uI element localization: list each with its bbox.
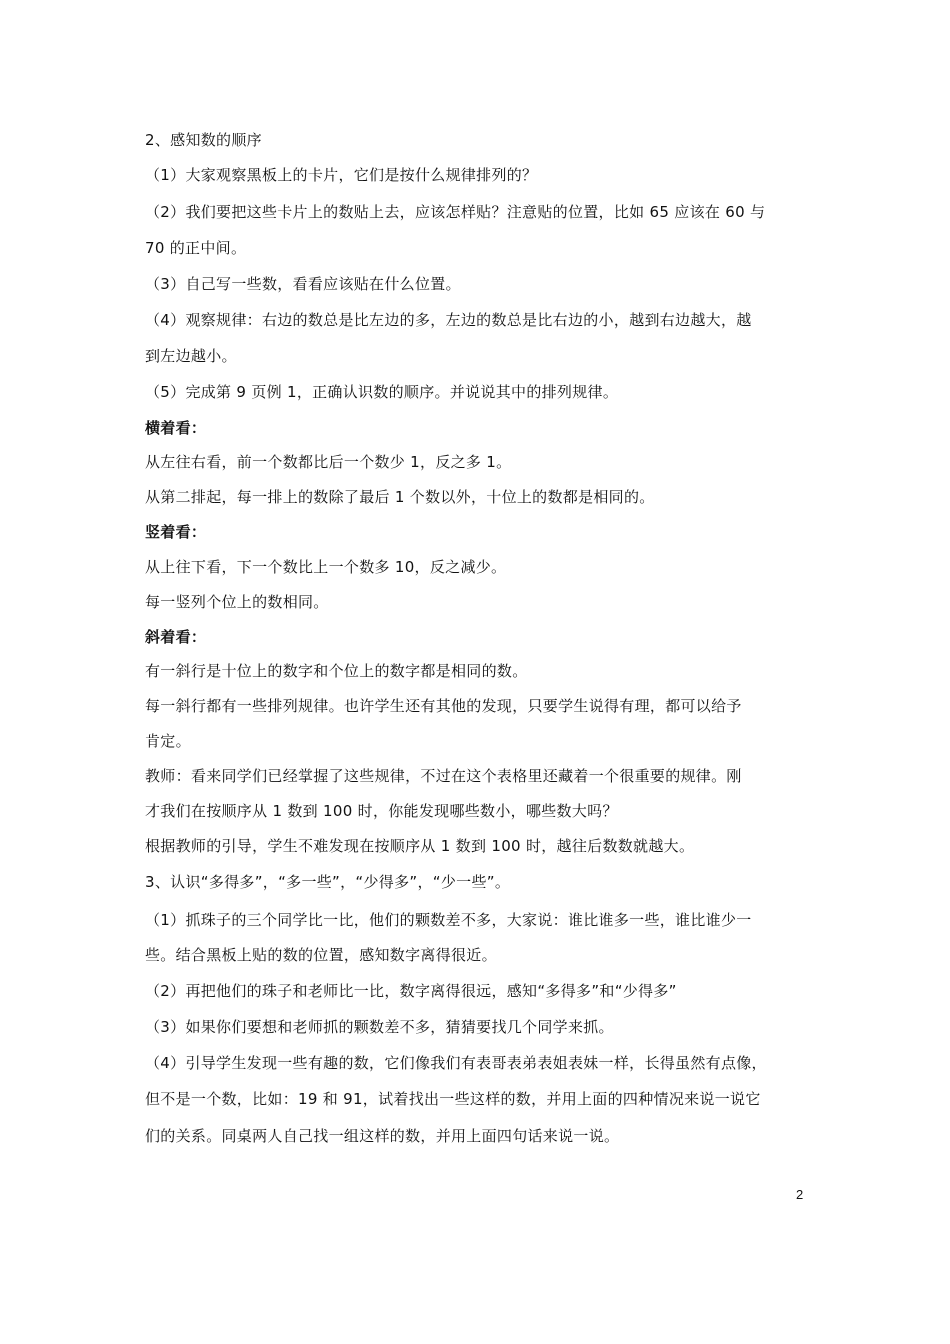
paragraph-line: 但不是一个数，比如：19 和 91，试着找出一些这样的数，并用上面的四种情况来说一说它 <box>145 1090 761 1108</box>
paragraph-line: 些。结合黑板上贴的数的位置，感知数字离得很近。 <box>145 946 497 964</box>
paragraph-line: （4）引导学生发现一些有趣的数，它们像我们有表哥表弟表姐表妹一样，长得虽然有点像， <box>145 1054 767 1072</box>
paragraph-line: 根据教师的引导，学生不难发现在按顺序从 1 数到 100 时，越往后数数就越大。 <box>145 837 695 855</box>
paragraph-line: （2）再把他们的珠子和老师比一比，数字离得很远，感知“多得多”和“少得多” <box>145 982 677 1000</box>
paragraph-line: 从左往右看，前一个数都比后一个数少 1，反之多 1。 <box>145 453 512 471</box>
subheading: 横着看： <box>145 419 207 437</box>
paragraph-line: 从上往下看，下一个数比上一个数多 10，反之减少。 <box>145 558 507 576</box>
paragraph-line: （4）观察规律：右边的数总是比左边的多，左边的数总是比右边的小，越到右边越大，越 <box>145 311 752 329</box>
page-number: 2 <box>796 1187 804 1202</box>
paragraph-line: （3）自己写一些数，看看应该贴在什么位置。 <box>145 275 461 293</box>
paragraph-line: 每一斜行都有一些排列规律。也许学生还有其他的发现，只要学生说得有理，都可以给予 <box>145 697 742 715</box>
paragraph-line: 才我们在按顺序从 1 数到 100 时，你能发现哪些数小，哪些数大吗？ <box>145 802 618 820</box>
paragraph-line: （1）抓珠子的三个同学比一比，他们的颗数差不多，大家说：谁比谁多一些，谁比谁少一 <box>145 911 752 929</box>
section-heading: 3、认识“多得多”，“多一些”，“少得多”，“少一些”。 <box>145 873 511 891</box>
paragraph-line: 从第二排起，每一排上的数除了最后 1 个数以外，十位上的数都是相同的。 <box>145 488 655 506</box>
paragraph-line: （1）大家观察黑板上的卡片，它们是按什么规律排列的？ <box>145 166 538 184</box>
paragraph-line: 每一竖列个位上的数相同。 <box>145 593 329 611</box>
paragraph-line: （5）完成第 9 页例 1，正确认识数的顺序。并说说其中的排列规律。 <box>145 383 619 401</box>
paragraph-line: （2）我们要把这些卡片上的数贴上去，应该怎样贴？注意贴的位置，比如 65 应该在 60 与 <box>145 203 766 221</box>
subheading: 斜着看： <box>145 628 207 646</box>
subheading: 竖着看： <box>145 523 207 541</box>
paragraph-line: 们的关系。同桌两人自己找一组这样的数，并用上面四句话来说一说。 <box>145 1127 620 1145</box>
paragraph-line: 教师：看来同学们已经掌握了这些规律，不过在这个表格里还藏着一个很重要的规律。刚 <box>145 767 742 785</box>
paragraph-line: 到左边越小。 <box>145 347 237 365</box>
paragraph-line: （3）如果你们要想和老师抓的颗数差不多，猜猜要找几个同学来抓。 <box>145 1018 614 1036</box>
paragraph-line: 肯定。 <box>145 732 191 750</box>
section-heading: 2、感知数的顺序 <box>145 131 262 149</box>
paragraph-line: 有一斜行是十位上的数字和个位上的数字都是相同的数。 <box>145 662 528 680</box>
paragraph-line: 70 的正中间。 <box>145 239 247 257</box>
